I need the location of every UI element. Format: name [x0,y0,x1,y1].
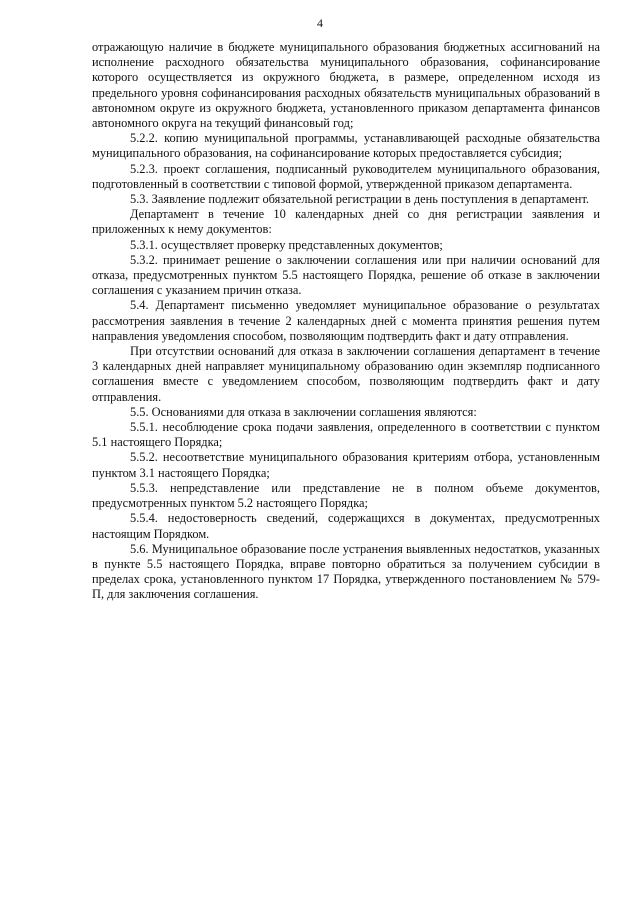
paragraph-department-term: Департамент в течение 10 календарных дней со дня регистрации заявления и приложенных к нему документов: [92,207,600,237]
paragraph-5-5: 5.5. Основаниями для отказа в заключении соглашения являются: [130,404,477,419]
document-body [92,40,600,603]
paragraph-5-5-2: 5.5.2. несоответствие муниципального образования критериям отбора, установленным пунктом 3.1 настоящего Порядка; [92,450,600,480]
paragraph-5-3-2: 5.3.2. принимает решение о заключении соглашения или при наличии оснований для отказа, предусмотренных пунктом 5.5 настоящего Порядка, решение об отказе в заключении соглашения с указанием причин отказа. [92,252,600,298]
paragraph-continuation: отражающую наличие в бюджете муниципального образования бюджетных ассигнований на исполнение расходного обязательства муниципального образования, софинансирование которого осуществляется из окружного бюджета, в размере, определенном исходя из предельного уровня софинансирования расходных обязательств муниципальных образований в автономном округе из окружного бюджета, установленного приказом департамента финансов автономного округа на текущий финансовый год; [92,40,600,131]
paragraph-5-4: 5.4. Департамент письменно уведомляет муниципальное образование о результатах рассмотрения заявления в течение 2 календарных дней с момента принятия решения путем направления уведомления способом, позволяющим подтвердить факт и дату отправления. [92,298,600,343]
paragraph-5-5-4: 5.5.4. недостоверность сведений, содержащихся в документах, предусмотренных настоящим Порядком. [92,511,600,541]
paragraph-5-5-1: 5.5.1. несоблюдение срока подачи заявления, определенного в соответствии с пунктом 5.1 настоящего Порядка; [92,420,600,450]
paragraph-no-refusal: При отсутствии оснований для отказа в заключении соглашения департамент в течение 3 календарных дней направляет муниципальному образованию один экземпляр подписанного соглашения вместе с уведомлением способом, позволяющим подтвердить факт и дату отправления. [92,344,600,404]
paragraph-5-3-1: 5.3.1. осуществляет проверку представленных документов; [130,237,443,252]
paragraph-5-3: 5.3. Заявление подлежит обязательной регистрации в день поступления в департамент. [130,192,590,207]
paragraph-5-2-2: 5.2.2. копию муниципальной программы, устанавливающей расходные обязательства муниципального образования, на софинансирование которых предоставляется субсидия; [92,131,600,161]
paragraph-5-6: 5.6. Муниципальное образование после устранения выявленных недостатков, указанных в пункте 5.5 настоящего Порядка, вправе повторно обратиться за получением субсидии в пределах срока, установленного пунктом 17 Порядка, утвержденного постановлением № 579-П, для заключения соглашения. [92,541,600,602]
paragraph-5-2-3: 5.2.3. проект соглашения, подписанный руководителем муниципального образования, подготовленный в соответствии с типовой формой, утвержденной приказом департамента. [92,161,600,191]
page-number: 4 [317,16,323,30]
paragraph-5-5-3: 5.5.3. непредставление или представление не в полном объеме документов, предусмотренных пунктом 5.2 настоящего Порядка; [92,480,600,511]
